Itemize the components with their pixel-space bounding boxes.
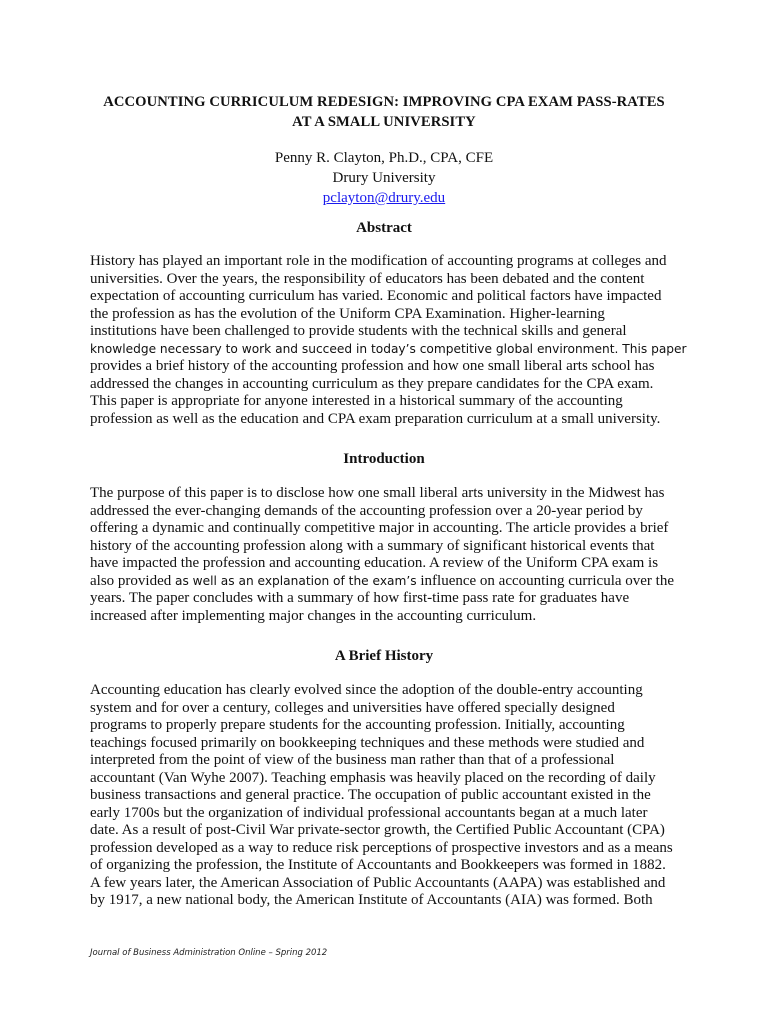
introduction-paragraph [90, 485, 690, 625]
introduction-line: years. The paper concludes with a summary of how first-time pass rate for graduates have [90, 590, 630, 606]
abstract-paragraph [90, 253, 690, 428]
introduction-line-part: also provided [90, 572, 175, 589]
history-line: programs to properly prepare students for the accounting profession. Initially, accounting [90, 717, 625, 733]
introduction-line-sans-part: as well as an explanation of the exam’s [174, 573, 417, 588]
title-line-2: AT A SMALL UNIVERSITY [292, 114, 476, 130]
history-line: business transactions and general practice. The occupation of public accountant existed in the [90, 787, 651, 803]
introduction-line: history of the accounting profession along with a summary of significant historical events that [90, 537, 655, 554]
abstract-line-sans-part: This paper [618, 341, 687, 356]
history-heading: A Brief History [334, 648, 434, 664]
history-line: teachings focused primarily on bookkeeping techniques and these methods were studied and [90, 734, 645, 751]
abstract-line-sans-part: knowledge necessary to work and succeed in today’s competitive global environment. [90, 341, 619, 356]
history-paragraph [90, 682, 690, 910]
journal-footer: Journal of Business Administration Online – Spring 2012 [90, 948, 328, 958]
abstract-line: expectation of accounting curriculum has varied. Economic and political factors have impacted [90, 288, 662, 304]
abstract-line: profession as well as the education and CPA exam preparation curriculum at a small university. [90, 410, 661, 427]
abstract-heading: Abstract [356, 220, 412, 236]
history-line: accountant (Van Wyhe 2007). Teaching emphasis was heavily placed on the recording of daily [90, 769, 656, 786]
abstract-line-mixed [90, 341, 690, 359]
author-affiliation: Drury University [332, 170, 436, 186]
author-email-link[interactable]: pclayton@drury.edu [322, 190, 446, 206]
introduction-line: The purpose of this paper is to disclose how one small liberal arts university in the Midwest has [90, 485, 665, 501]
history-line: early 1700s but the organization of individual professional accountants began at a much later [90, 804, 648, 821]
title-line-1: ACCOUNTING CURRICULUM REDESIGN: IMPROVING CPA EXAM PASS-RATES [103, 94, 665, 110]
abstract-line: This paper is appropriate for anyone interested in a historical summary of the accounting [90, 393, 623, 409]
history-line: of organizing the profession, the Institute of Accountants and Bookkeepers was formed in 1882. [90, 857, 666, 873]
history-line: system and for over a century, colleges and universities have offered specially designed [90, 699, 615, 716]
abstract-line: universities. Over the years, the responsibility of educators has been debated and the content [90, 270, 645, 287]
author-name: Penny R. Clayton, Ph.D., CPA, CFE [274, 150, 494, 166]
introduction-line: offering a dynamic and continually competitive major in accounting. The article provides a brief [90, 520, 669, 536]
abstract-line: the profession as has the evolution of the Uniform CPA Examination. Higher-learning [90, 305, 605, 322]
history-line: by 1917, a new national body, the American Institute of Accountants (AIA) was formed. Both [90, 892, 653, 908]
introduction-line-mixed [90, 573, 690, 591]
author-block [0, 148, 768, 208]
abstract-line: History has played an important role in the modification of accounting programs at colleges and [90, 253, 667, 269]
history-line: interpreted from the point of view of the business man rather than that of a professional [90, 752, 615, 768]
introduction-line: increased after implementing major changes in the accounting curriculum. [90, 607, 537, 624]
history-line: A few years later, the American Association of Public Accountants (AAPA) was established and [90, 874, 666, 891]
introduction-line-part: influence on accounting curricula over the [416, 572, 674, 589]
history-line: Accounting education has clearly evolved since the adoption of the double-entry accounting [90, 682, 643, 698]
abstract-line: institutions have been challenged to provide students with the technical skills and general [90, 323, 627, 339]
abstract-line: provides a brief history of the accounting profession and how one small liberal arts school has [90, 358, 655, 374]
introduction-line: have impacted the profession and accounting education. A review of the Uniform CPA exam is [90, 555, 659, 571]
introduction-heading: Introduction [343, 451, 425, 467]
introduction-line: addressed the ever-changing demands of the accounting profession over a 20-year period by [90, 502, 643, 519]
abstract-line: addressed the changes in accounting curriculum as they prepare candidates for the CPA exam. [90, 375, 654, 392]
history-line: date. As a result of post-Civil War private-sector growth, the Certified Public Accountant (CPA) [90, 822, 665, 838]
history-line: profession developed as a way to reduce risk perceptions of prospective investors and as a means [90, 839, 673, 856]
paper-title [60, 92, 708, 132]
